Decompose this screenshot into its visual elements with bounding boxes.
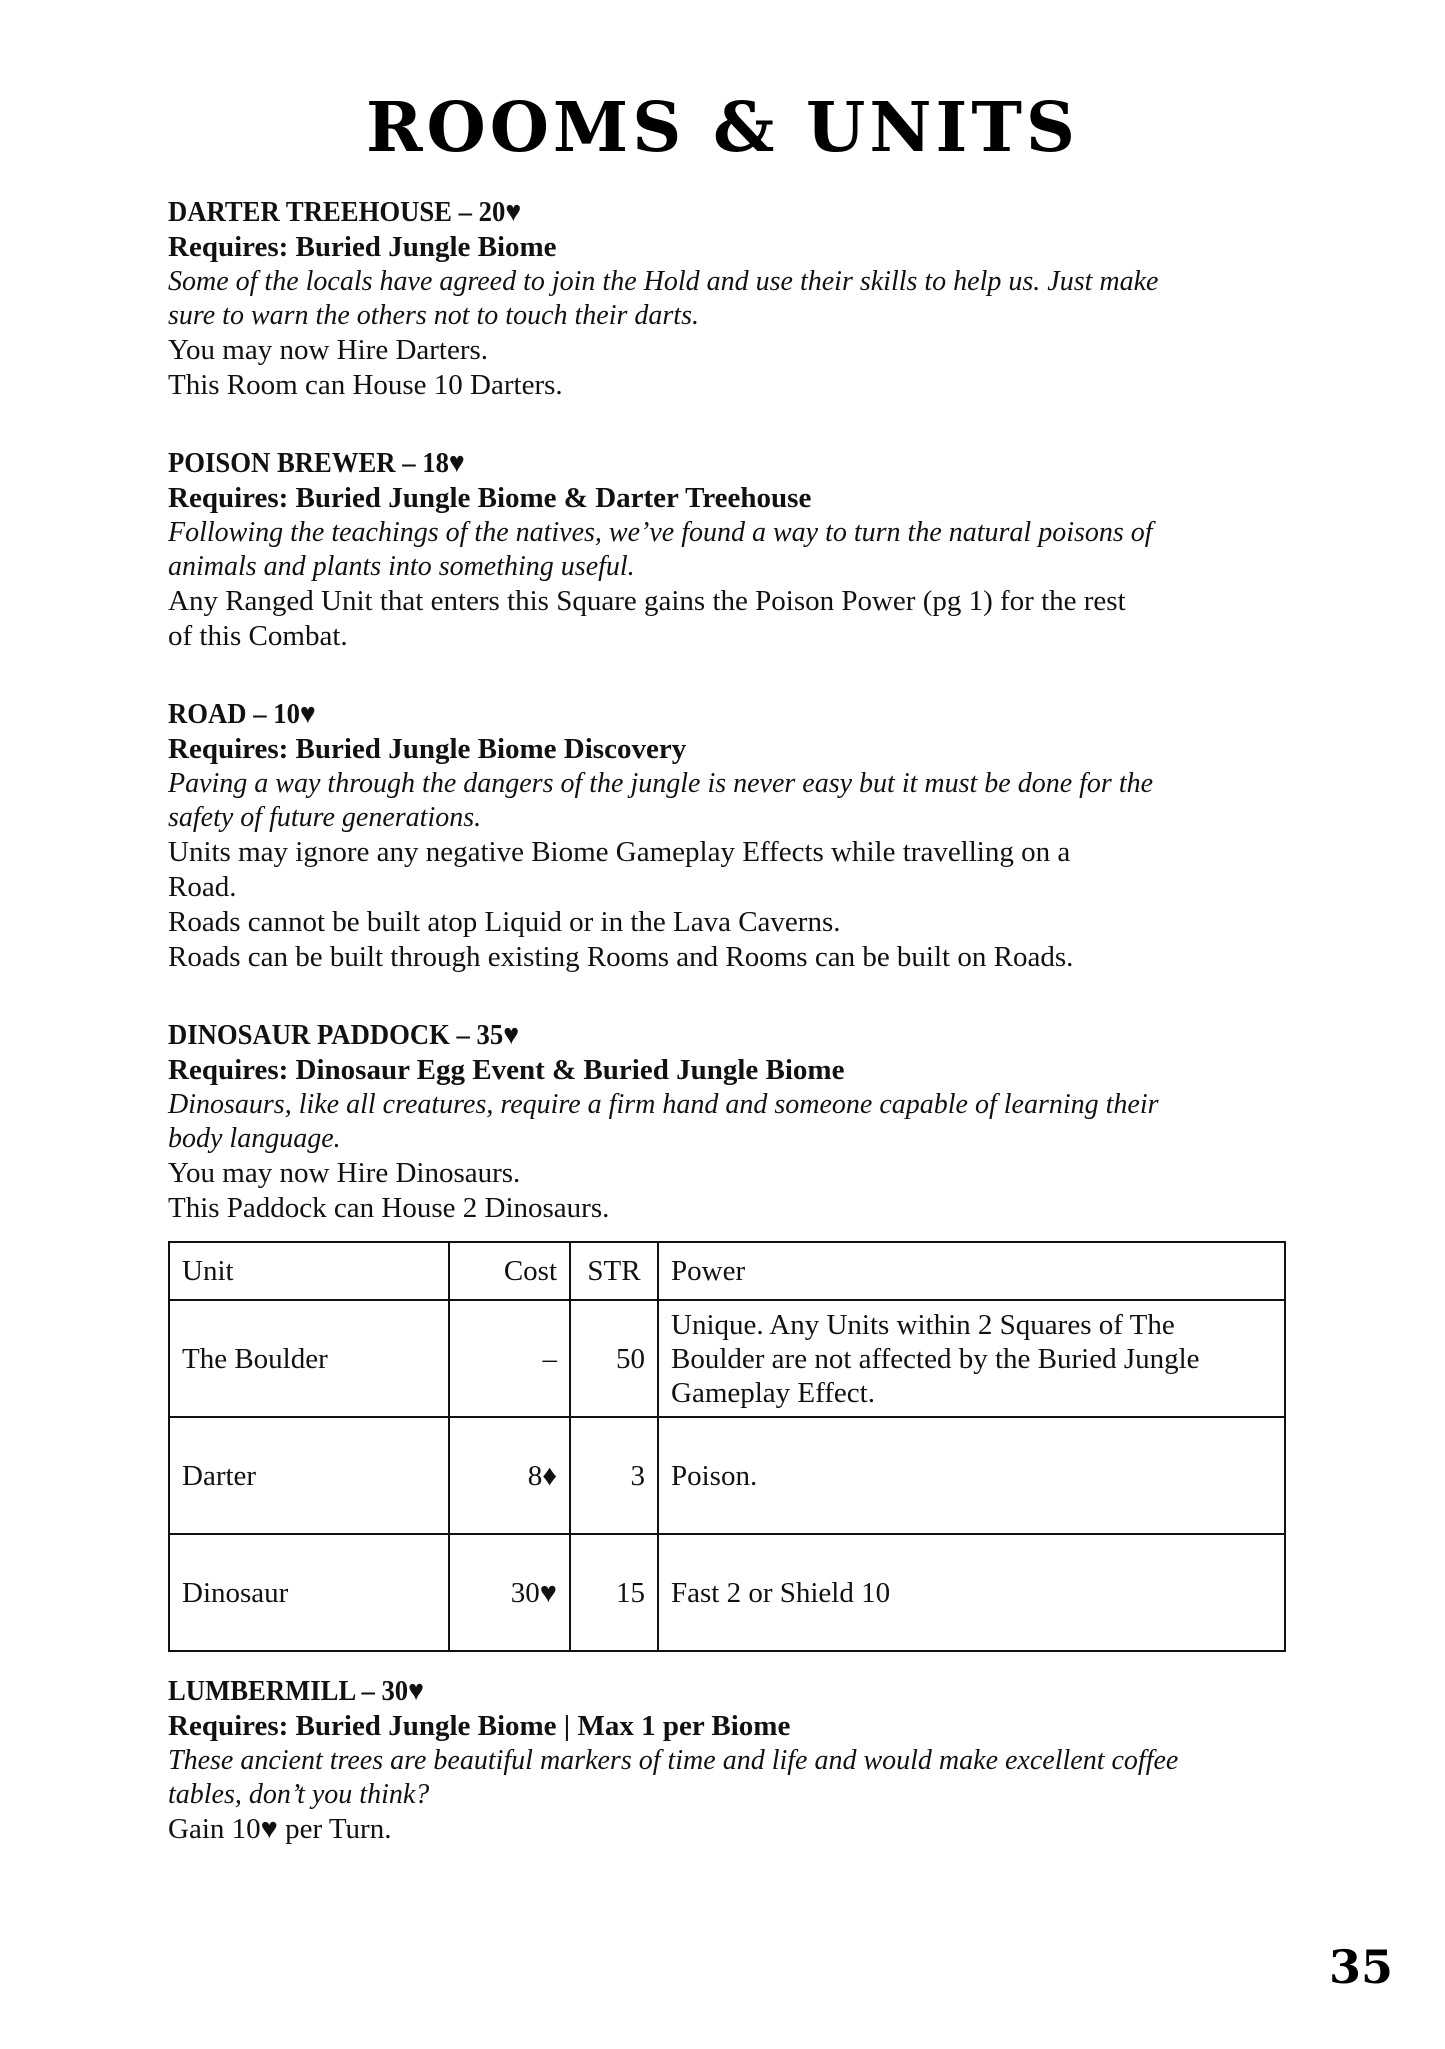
page-title: ROOMS & UNITS	[365, 88, 1080, 168]
rule-text-line: You may now Hire Darters.	[168, 334, 489, 366]
page-content	[168, 195, 1288, 1890]
flavor-text-line: Some of the locals have agreed to join the Hold and use their skills to help us. Just make	[168, 266, 1159, 297]
section-requirements: Requires: Dinosaur Egg Event & Buried Jungle Biome	[168, 1054, 845, 1086]
rule-text-line: This Room can House 10 Darters.	[168, 369, 563, 401]
rule-text-line: Any Ranged Unit that enters this Square gains the Poison Power (pg 1) for the rest	[168, 585, 1126, 617]
cell-power	[658, 1534, 1285, 1651]
flavor-text-line: Following the teachings of the natives, we’ve found a way to turn the natural poisons of	[168, 517, 1153, 548]
header-power: Power	[658, 1242, 1285, 1300]
cell-power	[658, 1300, 1285, 1417]
flavor-text-line: tables, don’t you think?	[168, 1779, 430, 1810]
section-lumbermill	[168, 1674, 1288, 1847]
table-row	[169, 1534, 1285, 1651]
header-unit: Unit	[169, 1242, 449, 1300]
cell-str: 15	[570, 1534, 658, 1651]
rule-text-line: Gain 10♥ per Turn.	[168, 1813, 392, 1845]
header-str: STR	[570, 1242, 658, 1300]
power-line: Boulder are not affected by the Buried Jungle	[671, 1342, 1200, 1375]
section-requirements: Requires: Buried Jungle Biome Discovery	[168, 733, 687, 765]
cell-unit: Dinosaur	[169, 1534, 449, 1651]
table-row	[169, 1300, 1285, 1417]
power-line: Poison.	[671, 1459, 758, 1492]
rule-text-line: This Paddock can House 2 Dinosaurs.	[168, 1192, 610, 1224]
section-title: DINOSAUR PADDOCK – 35♥	[168, 1019, 520, 1051]
section-title: POISON BREWER – 18♥	[168, 447, 465, 479]
section-title: LUMBERMILL – 30♥	[168, 1675, 424, 1707]
rule-text-line: Roads can be built through existing Rooms and Rooms can be built on Roads.	[168, 941, 1074, 973]
cell-str: 3	[570, 1417, 658, 1534]
page-number: 35	[1328, 1940, 1393, 1994]
cell-cost: 8♦	[449, 1417, 570, 1534]
cell-unit: The Boulder	[169, 1300, 449, 1417]
section-requirements: Requires: Buried Jungle Biome | Max 1 per Biome	[168, 1710, 791, 1742]
section-requirements: Requires: Buried Jungle Biome & Darter Treehouse	[168, 482, 812, 514]
cell-str: 50	[570, 1300, 658, 1417]
flavor-text-line: body language.	[168, 1123, 341, 1154]
rule-text-line: Road.	[168, 871, 237, 903]
section-darter-treehouse	[168, 195, 1288, 403]
power-line: Unique. Any Units within 2 Squares of The	[671, 1308, 1175, 1341]
flavor-text-line: sure to warn the others not to touch their darts.	[168, 300, 699, 331]
rule-text-line: of this Combat.	[168, 620, 348, 652]
power-line: Fast 2 or Shield 10	[671, 1576, 891, 1609]
rule-text-line: Roads cannot be built atop Liquid or in the Lava Caverns.	[168, 906, 841, 938]
flavor-text-line: animals and plants into something useful.	[168, 551, 635, 582]
table-row	[169, 1417, 1285, 1534]
units-table	[168, 1241, 1286, 1652]
section-road	[168, 697, 1288, 975]
section-dinosaur-paddock	[168, 1018, 1288, 1226]
section-title: ROAD – 10♥	[168, 698, 316, 730]
section-poison-brewer	[168, 446, 1288, 654]
cell-power	[658, 1417, 1285, 1534]
flavor-text-line: These ancient trees are beautiful markers of time and life and would make excellent coffee	[168, 1745, 1179, 1776]
flavor-text-line: Paving a way through the dangers of the jungle is never easy but it must be done for the	[168, 768, 1154, 799]
flavor-text-line: Dinosaurs, like all creatures, require a firm hand and someone capable of learning their	[168, 1089, 1159, 1120]
table-header-row	[169, 1242, 1285, 1300]
cell-cost: 30♥	[449, 1534, 570, 1651]
section-title: DARTER TREEHOUSE – 20♥	[168, 196, 522, 228]
power-line: Gameplay Effect.	[671, 1376, 875, 1409]
header-cost: Cost	[449, 1242, 570, 1300]
section-requirements: Requires: Buried Jungle Biome	[168, 231, 557, 263]
cell-cost: –	[449, 1300, 570, 1417]
cell-unit: Darter	[169, 1417, 449, 1534]
flavor-text-line: safety of future generations.	[168, 802, 482, 833]
rule-text-line: Units may ignore any negative Biome Gameplay Effects while travelling on a	[168, 836, 1071, 868]
rule-text-line: You may now Hire Dinosaurs.	[168, 1157, 521, 1189]
